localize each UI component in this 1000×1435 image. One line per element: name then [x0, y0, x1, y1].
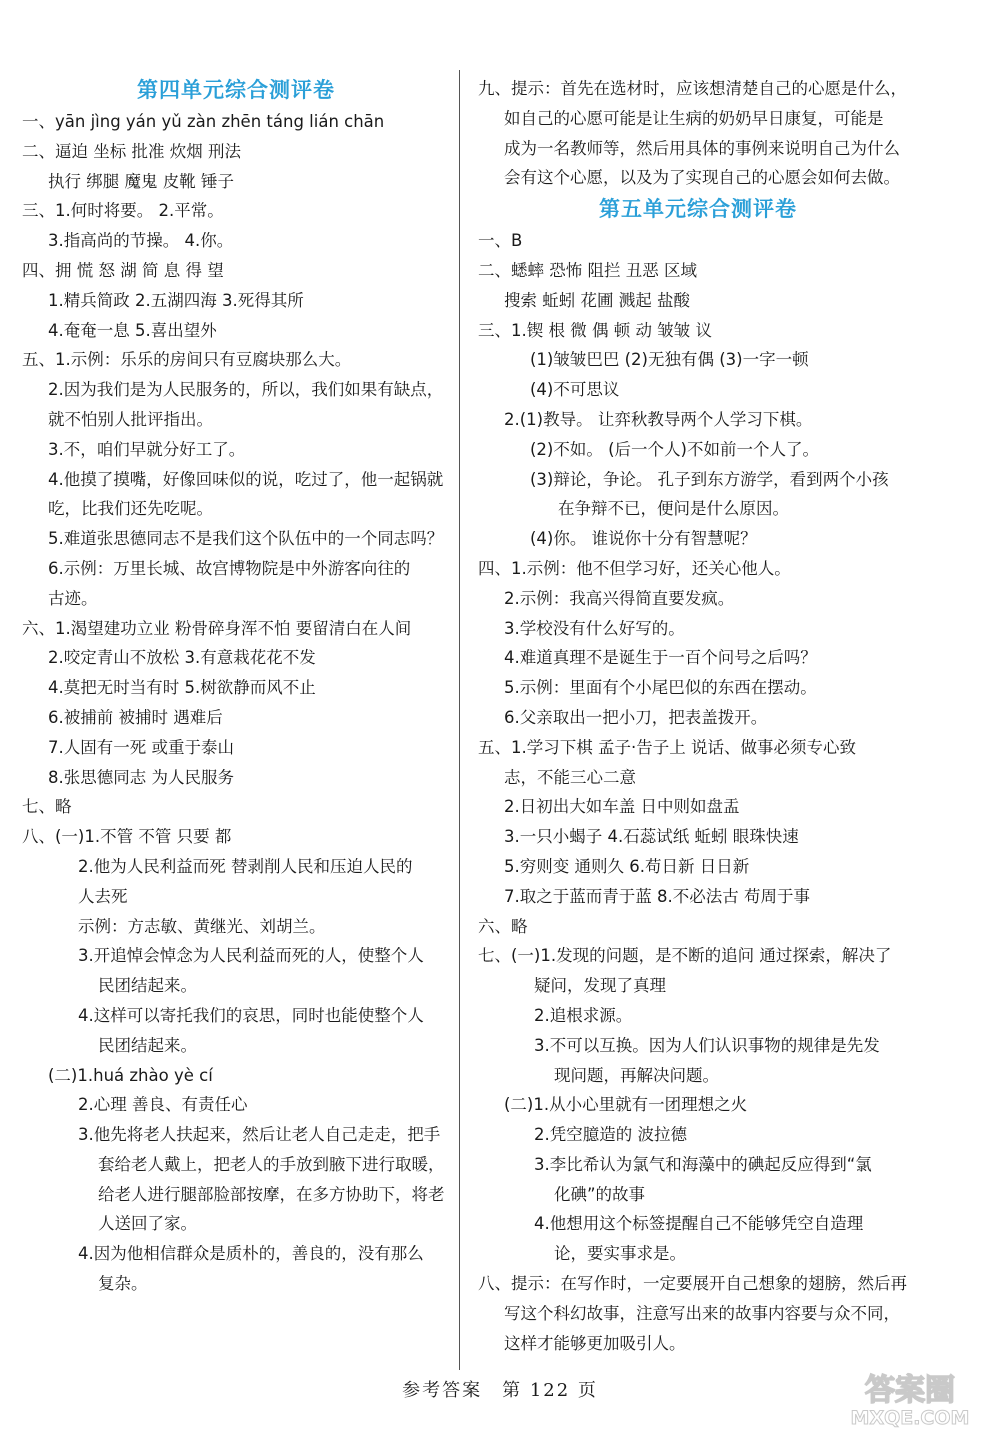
section-title-unit-5: 第五单元综合测评卷: [599, 197, 797, 222]
answer-line: 二、蟋蟀 恐怖 阻拦 丑恶 区域: [478, 260, 697, 280]
answer-line: 一、B: [478, 231, 523, 251]
column-divider: [459, 70, 460, 1370]
answer-line: 六、1.渴望建功立业 粉骨碎身浑不怕 要留清白在人间: [22, 618, 412, 638]
answer-line: 2.他为人民利益而死 替剥削人民和压迫人民的: [78, 856, 413, 876]
answer-line: 3.开追悼会悼念为人民利益而死的人，使整个人: [78, 946, 424, 966]
answer-line: 二、逼迫 坐标 批准 炊烟 刑法: [22, 141, 241, 161]
answer-line: 6.父亲取出一把小刀，把表盖拨开。: [504, 707, 768, 727]
answer-line: 执行 绑腿 魔鬼 皮靴 锤子: [48, 171, 234, 191]
answer-line: (3)辩论，争论。 孔子到东方游学，看到两个小孩: [530, 469, 889, 489]
section-title-unit-4: 第四单元综合测评卷: [137, 78, 335, 102]
answer-line: 会有这个心愿，以及为了实现自己的心愿会如何去做。: [504, 168, 900, 188]
page-footer: 参考答案 第 122 页: [402, 1380, 598, 1401]
answer-line: (二)1.从小心里就有一团理想之火: [504, 1095, 748, 1115]
svg-text:MXQE.COM: MXQE.COM: [850, 1407, 970, 1429]
answer-line: 2.示例：我高兴得简直要发疯。: [504, 588, 735, 608]
answer-line: 2.咬定青山不放松 3.有意栽花花不发: [48, 648, 316, 668]
right-column: [478, 74, 918, 1358]
answer-line: 5.穷则变 通则久 6.苟日新 日日新: [504, 856, 750, 876]
answer-line: 2.凭空臆造的 波拉德: [534, 1125, 687, 1145]
answer-line: 4.难道真理不是诞生于一百个问号之后吗？: [504, 648, 817, 668]
answer-line: 3.指高尚的节操。 4.你。: [48, 231, 234, 251]
answer-line: 五、1.学习下棋 孟子·告子上 说话、做事必须专心致: [478, 737, 856, 757]
watermark-logo-icon: [826, 1366, 994, 1430]
answer-line: 这样才能够更加吸引人。: [504, 1333, 686, 1353]
answer-line: 2.(1)教导。 让弈秋教导两个人学习下棋。: [504, 409, 813, 429]
answer-line: 给老人进行腿部脸部按摩，在多方协助下，将老: [98, 1184, 445, 1204]
answer-line: 疑问，发现了真理: [534, 976, 666, 996]
svg-text:答案圈: 答案圈: [865, 1373, 955, 1408]
answer-line: 4.这样可以寄托我们的哀思，同时也能使整个人: [78, 1005, 424, 1025]
answer-line: 化碘”的故事: [554, 1184, 646, 1204]
answer-line: 五、1.示例：乐乐的房间只有豆腐块那么大。: [22, 350, 352, 370]
answer-line: 6.示例：万里长城、故宫博物院是中外游客向往的: [48, 558, 411, 578]
answer-line: 套给老人戴上，把老人的手放到腋下进行取暖，: [98, 1154, 445, 1174]
answer-line: (4)你。 谁说你十分有智慧呢？: [530, 529, 757, 549]
answer-line: (2)不如。 (后一个人)不如前一个人了。: [530, 439, 819, 459]
answer-line: 2.心理 善良、有责任心: [78, 1095, 248, 1115]
answer-line: 在争辩不已，便问是什么原因。: [558, 499, 789, 519]
answer-line: 如自己的心愿可能是让生病的奶奶早日康复，可能是: [504, 108, 884, 128]
answer-line: 三、1.锲 根 微 偶 顿 动 皱皱 议: [478, 320, 712, 340]
answer-line: 古迹。: [48, 588, 98, 608]
answer-line: 复杂。: [98, 1274, 148, 1294]
answer-line: 3.一只小蝎子 4.石蕊试纸 蚯蚓 眼珠快速: [504, 827, 799, 847]
answer-line: 5.示例：里面有个小尾巴似的东西在摆动。: [504, 678, 817, 698]
answer-line: (4)不可思议: [530, 380, 620, 400]
answer-line: 民团结起来。: [98, 1035, 197, 1055]
answer-line: 写这个科幻故事，注意写出来的故事内容要与众不同，: [504, 1303, 900, 1323]
left-column: [22, 74, 450, 1299]
answer-line: 四、拥 慌 怒 湖 简 息 得 望: [22, 260, 224, 280]
answer-line: 4.他摸了摸嘴，好像回味似的说，吃过了，他一起锅就: [48, 469, 444, 489]
answer-line: 民团结起来。: [98, 976, 197, 996]
answer-line: 3.李比希认为氯气和海藻中的碘起反应得到“氯: [534, 1154, 872, 1174]
answer-line: 人送回了家。: [98, 1214, 197, 1234]
answer-line: 现问题，再解决问题。: [554, 1065, 719, 1085]
answer-line: 七、(一)1.发现的问题，是不断的追问 通过探索，解决了: [478, 946, 892, 966]
watermark-logo: [826, 1366, 994, 1430]
answer-line: 六、略: [478, 916, 528, 936]
answer-line: 3.学校没有什么好写的。: [504, 618, 685, 638]
answer-line: 4.他想用这个标签提醒自己不能够凭空自造理: [534, 1214, 864, 1234]
answer-line: 八、提示：在写作时，一定要展开自己想象的翅膀，然后再: [478, 1274, 907, 1294]
answer-line: 七、略: [22, 797, 72, 817]
answer-line: 八、(一)1.不管 不管 只要 都: [22, 827, 232, 847]
answer-line: 7.人固有一死 或重于泰山: [48, 737, 234, 757]
answer-line: 人去死: [78, 886, 128, 906]
answer-line: 成为一名教师等，然后用具体的事例来说明自己为什么: [504, 138, 900, 158]
answer-line: 2.追根求源。: [534, 1005, 633, 1025]
answer-line: 3.不可以互换。因为人们认识事物的规律是先发: [534, 1035, 880, 1055]
answer-line: (二)1.huá zhào yè cí: [48, 1065, 213, 1085]
answer-line: 3.不，咱们早就分好工了。: [48, 439, 246, 459]
answer-line: 论，要实事求是。: [554, 1244, 686, 1264]
answer-line: 6.被捕前 被捕时 遇难后: [48, 707, 223, 727]
answer-line: 3.他先将老人扶起来，然后让老人自己走走，把手: [78, 1125, 441, 1145]
answer-line: 吃，比我们还先吃呢。: [48, 499, 213, 519]
answer-line: 一、yān jìng yán yǔ zàn zhēn táng lián chān: [22, 112, 385, 131]
answer-line: (1)皱皱巴巴 (2)无独有偶 (3)一字一顿: [530, 350, 809, 370]
answer-line: 九、提示：首先在选材时，应该想清楚自己的心愿是什么，: [478, 79, 907, 98]
answer-line: 4.莫把无时当有时 5.树欲静而风不止: [48, 678, 316, 698]
answer-line: 5.难道张思德同志不是我们这个队伍中的一个同志吗？: [48, 529, 444, 549]
answer-line: 搜索 蚯蚓 花圃 溅起 盐酸: [504, 290, 690, 310]
answer-line: 4.奄奄一息 5.喜出望外: [48, 320, 217, 340]
answer-line: 示例：方志敏、黄继光、刘胡兰。: [78, 916, 326, 936]
answer-line: 就不怕别人批评指出。: [48, 409, 213, 429]
answer-line: 4.因为他相信群众是质朴的，善良的，没有那么: [78, 1244, 424, 1264]
answer-line: 8.张思德同志 为人民服务: [48, 767, 234, 787]
answer-line: 志，不能三心二意: [504, 767, 636, 787]
answer-line: 2.日初出大如车盖 日中则如盘盂: [504, 797, 740, 817]
answer-line: 1.精兵简政 2.五湖四海 3.死得其所: [48, 290, 304, 310]
answer-line: 三、1.何时将要。 2.平常。: [22, 201, 224, 221]
answer-line: 7.取之于蓝而青于蓝 8.不必法古 苟周于事: [504, 886, 810, 906]
answer-line: 四、1.示例：他不但学习好，还关心他人。: [478, 558, 791, 578]
answer-line: 2.因为我们是为人民服务的，所以，我们如果有缺点，: [48, 380, 444, 400]
